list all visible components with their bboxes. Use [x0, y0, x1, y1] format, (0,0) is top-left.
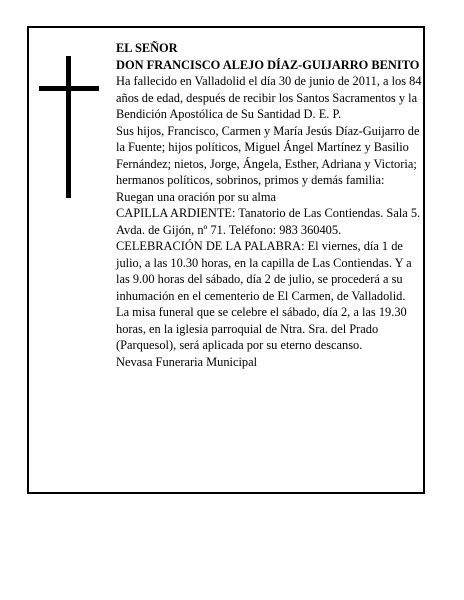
cross-horizontal-bar [39, 86, 99, 91]
deceased-title: EL SEÑOR [116, 41, 178, 55]
cross-vertical-bar [66, 56, 71, 198]
latin-cross-icon [39, 56, 99, 198]
prayer-request: Ruegan una oración por su alma [116, 189, 276, 204]
obituary-notice [27, 26, 425, 494]
death-announcement: Ha fallecido en Valladolid el día 30 de junio de 2011, a los 84 años de edad, después de recibir los Santos Sacramentos y la Bendición Apostólica de Su Santidad D. E. P. [116, 74, 422, 121]
chapel-info: CAPILLA ARDIENTE: Tanatorio de Las Contiendas. Sala 5. Avda. de Gijón, nº 71. Teléfono: 983 360405. [116, 206, 421, 237]
notice-text [116, 40, 426, 370]
funeral-mass-info: La misa funeral que se celebre el sábado, día 2, a las 19.30 horas, en la iglesia parroquial de Ntra. Sra. del Prado (Parquesol), será aplicada por su eterno descanso. [116, 305, 407, 352]
deceased-name: DON FRANCISCO ALEJO DÍAZ-GUIJARRO BENITO [116, 57, 420, 72]
ceremony-info: CELEBRACIÓN DE LA PALABRA: El viernes, día 1 de julio, a las 10.30 horas, en la capilla de Las Contiendas. Y a las 9.00 horas del sábado, día 2 de julio, se procederá a su inhumación en el cementerio de El Carmen, de Valladolid. [116, 239, 412, 303]
family-list: Sus hijos, Francisco, Carmen y María Jesús Díaz-Guijarro de la Fuente; hijos políticos, Miguel Ángel Martínez y Basilio Fernández; nietos, Jorge, Ángela, Esther, Adriana y Victoria; hermanos políticos, sobrinos, primos y demás familia: [116, 123, 420, 187]
funeral-home: Nevasa Funeraria Municipal [116, 354, 258, 369]
